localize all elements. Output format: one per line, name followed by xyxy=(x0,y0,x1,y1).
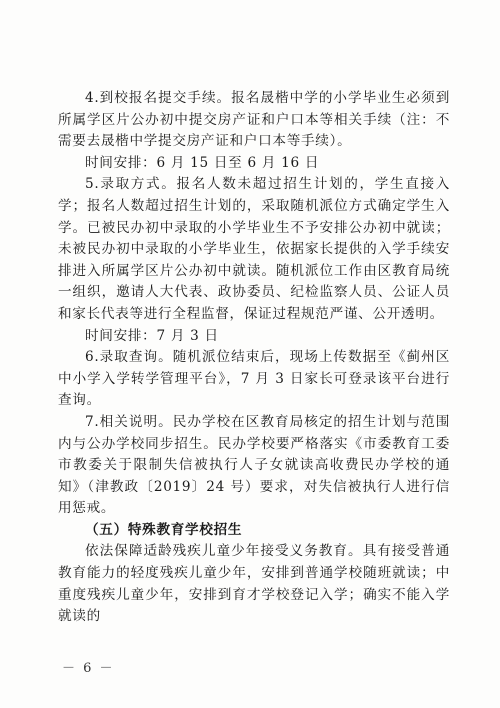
paragraph-admission-schedule: 时间安排：7 月 3 日 xyxy=(85,327,219,344)
paragraph-admission-query: 6.录取查询。随机派位结束后，现场上传数据至《蓟州区中小学入学转学管理平台》，7 月 3 日家长可登录该平台进行查询。 xyxy=(58,349,450,409)
paragraph-registration-schedule: 时间安排：6 月 15 日至 6 月 16 日 xyxy=(85,154,320,171)
paragraph-related-notes: 7.相关说明。民办学校在区教育局核定的招生计划与范围内与公办学校同步招生。民办学校要严格落实《市委教育工委 市教委关于限制失信被执行人子女就读高收费民办学校的通知》（津教政〔2019〕24 号）要求，对失信被执行人进行信用惩戒。 xyxy=(58,413,450,517)
paragraph-school-registration: 4.到校报名提交手续。报名晟楷中学的小学毕业生必须到所属学区片公办初中提交房产证和户口本等相关手续（注：不需要去晟楷中学提交房产证和户口本等手续）。 xyxy=(58,90,450,150)
document-body xyxy=(58,88,450,628)
page-number: － 6 － xyxy=(62,661,115,676)
paragraph-admission-method: 5.录取方式。报名人数未超过招生计划的，学生直接入学；报名人数超过招生计划的，采取随机派位方式确定学生入学。已被民办初中录取的小学毕业生不予安排公办初中就读；未被民办初中录取的小学毕业生，依据家长提供的入学手续安排进入所属学区片公办初中就读。随机派位工作由区教育局统一组织，邀请人大代表、政协委员、纪检监察人员、公证人员和家长代表等进行全程监督，保证过程规范严谨、公开透明。 xyxy=(58,176,450,322)
paragraph-special-education: 依法保障适龄残疾儿童少年接受义务教育。具有接受普通教育能力的轻度残疾儿童少年，安排到普通学校随班就读；中重度残疾儿童少年，安排到育才学校登记入学；确实不能入学就读的 xyxy=(58,543,450,625)
section-heading-special-education: （五）特殊教育学校招生 xyxy=(85,521,243,538)
